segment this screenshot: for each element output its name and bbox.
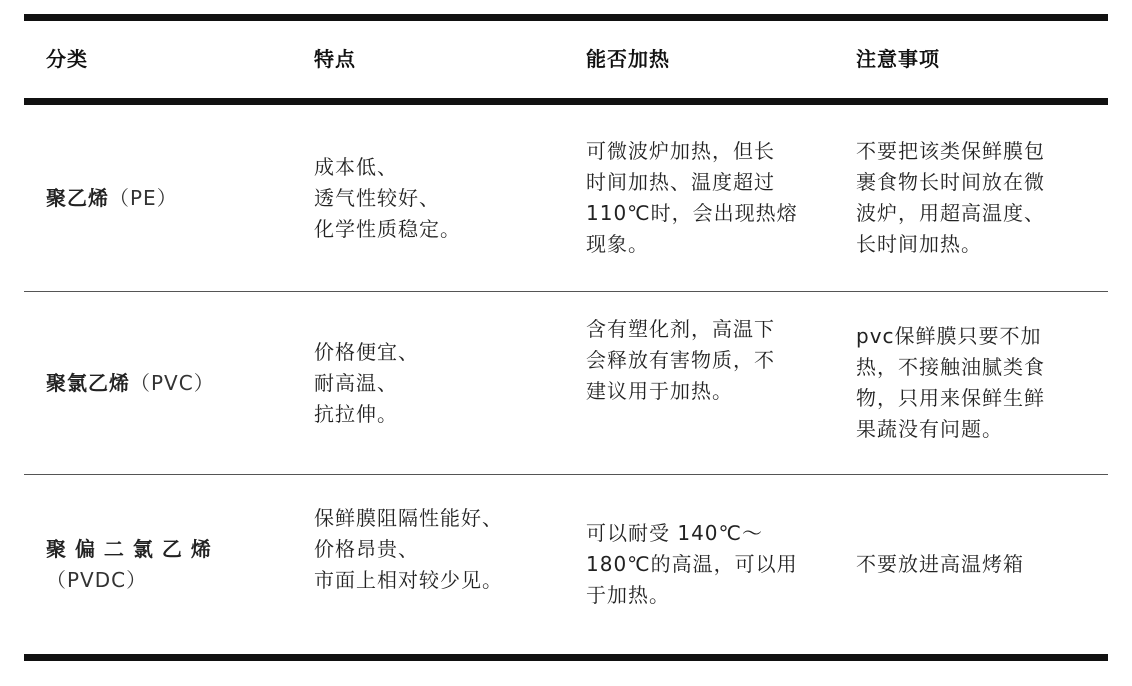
header-category: 分类	[46, 47, 88, 71]
table-row-2-features: 价格便宜、 耐高温、 抗拉伸。	[314, 339, 419, 426]
header-notes: 注意事项	[856, 47, 940, 71]
table-row-1-category	[46, 105, 304, 291]
table-row-2-category	[46, 292, 304, 474]
category-name: 聚乙烯	[46, 185, 109, 210]
table-row-3-notes: 不要放进高温烤箱	[856, 552, 1024, 576]
category-code: （PVC）	[130, 370, 215, 395]
table-row-3-heating: 可以耐受 140℃～ 180℃的高温，可以用 于加热。	[586, 521, 798, 607]
table-row-3-category	[46, 475, 304, 654]
header-features: 特点	[314, 47, 356, 71]
header-heating: 能否加热	[586, 47, 670, 71]
table-header-rule	[24, 98, 1108, 105]
table-row-1-heating: 可微波炉加热，但长 时间加热、温度超过 110℃时，会出现热熔 现象。	[586, 139, 798, 256]
table-row-2-notes: pvc保鲜膜只要不加 热，不接触油腻类食 物，只用来保鲜生鲜 果蔬没有问题。	[856, 324, 1045, 441]
category-name: 聚氯乙烯	[46, 370, 130, 395]
table-top-rule	[24, 14, 1108, 21]
category-name: 聚 偏 二 氯 乙 烯	[46, 536, 212, 561]
table-bottom-rule	[24, 654, 1108, 661]
table-row-1-features: 成本低、 透气性较好、 化学性质稳定。	[314, 154, 461, 241]
table-row-2-heating: 含有塑化剂，高温下 会释放有害物质，不 建议用于加热。	[586, 317, 775, 403]
table-row-3-features: 保鲜膜阻隔性能好、 价格昂贵、 市面上相对较少见。	[314, 506, 503, 592]
table-row-1-notes: 不要把该类保鲜膜包 裹食物长时间放在微 波炉，用超高温度、 长时间加热。	[856, 139, 1045, 256]
category-code: （PVDC）	[46, 567, 148, 592]
category-code: （PE）	[109, 185, 178, 210]
